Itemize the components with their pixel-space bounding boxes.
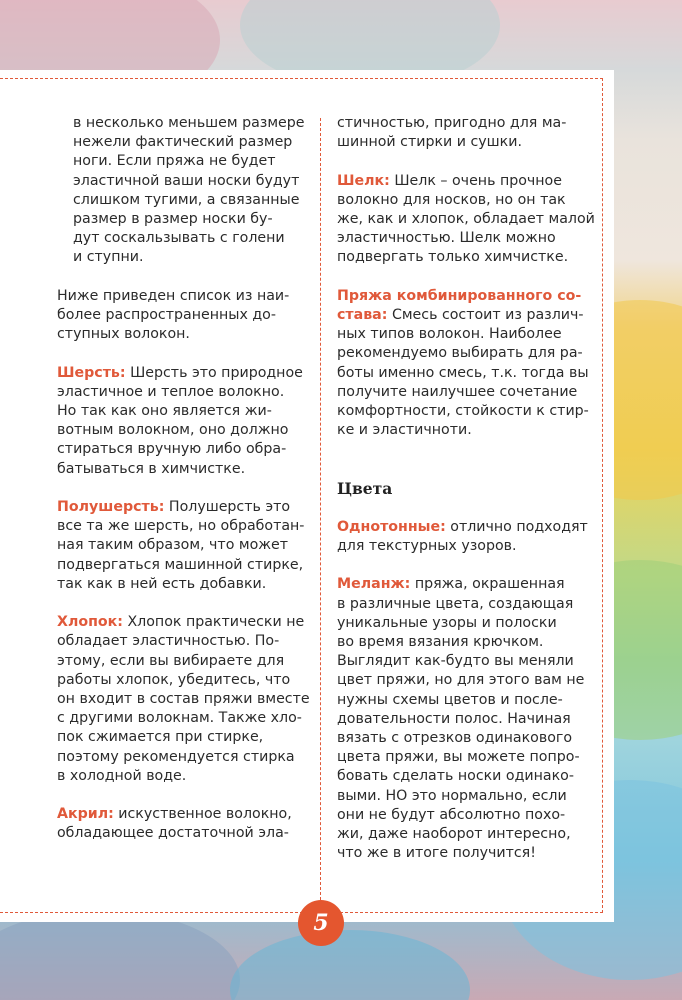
cotton-paragraph: Хлопок: Хлопок практически не обладает эластичностью. По- этому, если вы вибираете для работы хлопок, убедитесь, что он входит в состав пряжи вместе с другими волокнам. Также хло- пок сжимается при стирке, поэтому рекомендуется стирка в холодной воде.: [57, 614, 310, 784]
semi-wool-term: Полушерсть:: [57, 499, 165, 516]
acrylic-term: Акрил:: [57, 806, 114, 823]
content-panel: [0, 70, 614, 922]
wool-term: Шерсть:: [57, 364, 126, 381]
semi-wool-paragraph: Полушерсть: Полушерсть это все та же шерсть, но обработан- ная таким образом, что может подвергаться машинной стирке, так как в ней есть добавки.: [57, 499, 305, 592]
silk-term: Шелк:: [337, 172, 390, 189]
melange-paragraph: Меланж: пряжа, окрашенная в различные цвета, создающая уникальные узоры и полоски во время вязания крючком. Выглядит как-будто вы меняли цвет пряжи, но для этого вам не нужны схемы цветов и после- довательности полос. Начиная вязать с отрезков одинакового цвета пряжи, вы можете попро- бовать сделать носки одинако- выми. НО это нормально, если они не будут абсолютно похо- жи, даже наоборот интересно, что же в итоге получится!: [337, 576, 585, 862]
silk-paragraph: Шелк: Шелк – очень прочное волокно для носков, но он так же, как и хлопок, обладает малой эластичностью. Шелк можно подвергать только химчистке.: [337, 172, 595, 266]
cotton-term: Хлопок:: [57, 614, 123, 631]
acrylic-paragraph: Акрил: искуственное волокно, обладающее достаточной эла-: [57, 806, 292, 842]
intro-paragraph: в несколько меньшем размере нежели фактический размер ноги. Если пряжа не будет эластичной ваши носки будут слишком тугими, а связанные размер в размер носки бу- дут соскальзывать с голени и ступни.: [73, 115, 305, 266]
right-column: [337, 114, 595, 883]
blend-paragraph: Пряжа комбинированного со- става: Смесь состоит из различ- ных типов волокон. Наиболее рекомендуемо выбирать для ра- боты именно смесь, т.к. тогда вы получите наилучшее сочетание комфортности, стойкости к стир- ке и эластичноти.: [337, 287, 589, 439]
list-intro-paragraph: Ниже приведен список из наи- более распространенных до- ступных волокон.: [57, 287, 290, 343]
wool-paragraph: Шерсть: Шерсть это природное эластичное и теплое волокно. Но так как оно является жи- вотным волокном, оно должно стираться вручную либо обра- батываться в химчистке.: [57, 364, 303, 477]
acrylic-continued-paragraph: стичностью, пригодно для ма- шинной стирки и сушки.: [337, 115, 567, 151]
column-divider: [320, 118, 321, 900]
solid-paragraph: Однотонные: отлично подходят для текстурных узоров.: [337, 518, 588, 554]
colors-heading: Цвета: [337, 478, 393, 498]
melange-term: Меланж:: [337, 576, 411, 593]
teal-yarn-ball: [230, 930, 470, 1000]
left-column: [57, 114, 310, 863]
page-number-badge: 5: [298, 900, 344, 946]
blend-term: Пряжа комбинированного со-: [337, 287, 582, 304]
slate-yarn-ball: [0, 910, 240, 1000]
blend-term-end: става:: [337, 307, 388, 323]
solid-term: Однотонные:: [337, 518, 446, 535]
